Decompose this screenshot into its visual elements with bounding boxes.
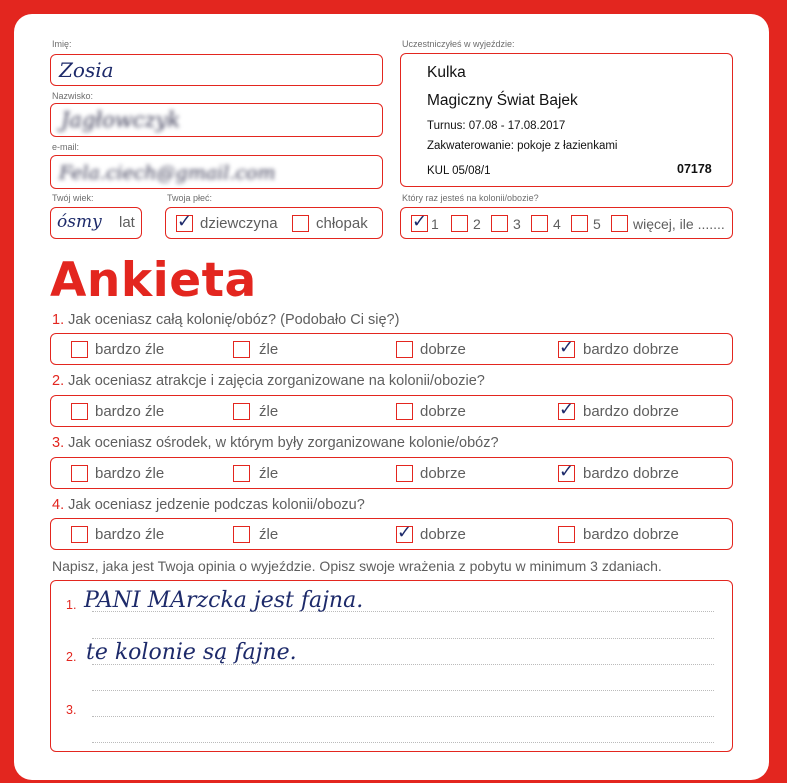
imie-value: Zosia: [59, 58, 114, 82]
times-label: Który raz jesteś na kolonii/obozie?: [402, 193, 539, 203]
opinion-line-number: 1.: [66, 598, 77, 612]
plec-dziewczyna-label: dziewczyna: [200, 215, 278, 232]
trip-program: Magiczny Świat Bajek: [427, 92, 578, 109]
trip-box: [400, 53, 733, 187]
question-number: 2.: [52, 373, 65, 389]
email-value: Fela.ciech@gmail.com: [59, 162, 276, 184]
question-number: 3.: [52, 435, 65, 451]
q2-bardzo-dobrze-label: bardzo dobrze: [583, 403, 679, 420]
check-icon: ✓: [559, 399, 575, 420]
email-label: e-mail:: [52, 142, 80, 152]
opinion-line-3: [92, 716, 714, 717]
rating-row-1: [50, 333, 733, 365]
q1-bardzo-zle-checkbox[interactable]: [71, 341, 88, 358]
trip-number: 07178: [677, 162, 712, 176]
times-5-checkbox[interactable]: [571, 215, 588, 232]
q4-bardzo-dobrze-checkbox[interactable]: [558, 526, 575, 543]
times-3-checkbox[interactable]: [491, 215, 508, 232]
trip-zakwaterowanie: Zakwaterowanie: pokoje z łazienkami: [427, 140, 618, 152]
times-2-checkbox[interactable]: [451, 215, 468, 232]
q1-zle-checkbox[interactable]: [233, 341, 250, 358]
trip-label: Uczestniczyłeś w wyjeździe:: [402, 39, 515, 49]
check-icon: ✓: [559, 461, 575, 482]
q1-bardzo-zle-label: bardzo źle: [95, 341, 165, 358]
q3-bardzo-zle-label: bardzo źle: [95, 465, 165, 482]
rating-row-4: [50, 518, 733, 550]
nazwisko-value: Jagłowczyk: [61, 108, 181, 132]
wiek-field[interactable]: [50, 207, 142, 239]
wiek-label: Twój wiek:: [52, 193, 94, 203]
q4-bardzo-zle-label: bardzo źle: [95, 526, 165, 543]
q1-zle-label: źle: [259, 341, 279, 358]
q1-bardzo-dobrze-checkbox[interactable]: [558, 337, 575, 358]
question-text: Jak oceniasz całą kolonię/obóz? (Podobało Ci się?): [64, 312, 400, 328]
wiek-value: ósmy: [57, 212, 102, 232]
question-4: [52, 497, 365, 513]
q2-zle-checkbox[interactable]: [233, 403, 250, 420]
plec-dziewczyna-checkbox[interactable]: [176, 211, 193, 232]
times-4-checkbox[interactable]: [531, 215, 548, 232]
opinion-line-3b: [92, 742, 714, 743]
times-1-label: 1: [431, 216, 439, 232]
wiek-unit: lat: [119, 214, 135, 231]
q2-bardzo-zle-checkbox[interactable]: [71, 403, 88, 420]
q3-bardzo-dobrze-checkbox[interactable]: [558, 461, 575, 482]
nazwisko-field[interactable]: [50, 103, 383, 137]
plec-chlopak-label: chłopak: [316, 215, 368, 232]
question-2: [52, 373, 485, 389]
imie-field[interactable]: [50, 54, 383, 86]
q4-dobrze-label: dobrze: [420, 526, 466, 543]
q2-bardzo-zle-label: bardzo źle: [95, 403, 165, 420]
q4-zle-label: źle: [259, 526, 279, 543]
q2-dobrze-label: dobrze: [420, 403, 466, 420]
rating-row-3: [50, 457, 733, 489]
check-icon: ✓: [559, 337, 575, 358]
trip-name: Kulka: [427, 64, 466, 81]
q3-dobrze-label: dobrze: [420, 465, 466, 482]
check-icon: ✓: [397, 522, 413, 543]
times-4-label: 4: [553, 216, 561, 232]
plec-field: [165, 207, 383, 239]
q2-bardzo-dobrze-checkbox[interactable]: [558, 399, 575, 420]
q1-bardzo-dobrze-label: bardzo dobrze: [583, 341, 679, 358]
imie-label: Imię:: [52, 39, 72, 49]
trip-code: KUL 05/08/1: [427, 165, 491, 177]
q4-bardzo-dobrze-label: bardzo dobrze: [583, 526, 679, 543]
opinion-prompt: Napisz, jaka jest Twoja opinia o wyjeździe. Opisz swoje wrażenia z pobytu w minimum 3 zdaniach.: [52, 558, 662, 574]
times-more-checkbox[interactable]: [611, 215, 628, 232]
times-field: [400, 207, 733, 239]
opinion-line-number: 2.: [66, 650, 77, 664]
times-1-checkbox[interactable]: [411, 211, 428, 232]
q3-bardzo-zle-checkbox[interactable]: [71, 465, 88, 482]
question-1: [52, 312, 399, 328]
q3-zle-checkbox[interactable]: [233, 465, 250, 482]
survey-title: Ankieta: [50, 253, 257, 308]
trip-turnus: Turnus: 07.08 - 17.08.2017: [427, 120, 566, 132]
q1-dobrze-label: dobrze: [420, 341, 466, 358]
times-3-label: 3: [513, 216, 521, 232]
q3-zle-label: źle: [259, 465, 279, 482]
times-5-label: 5: [593, 216, 601, 232]
check-icon: ✓: [412, 211, 428, 232]
times-more-label: więcej, ile .......: [633, 216, 725, 232]
opinion-line-number: 3.: [66, 703, 77, 717]
question-text: Jak oceniasz atrakcje i zajęcia zorganizowane na kolonii/obozie?: [64, 373, 485, 389]
question-number: 1.: [52, 312, 65, 328]
plec-chlopak-checkbox[interactable]: [292, 215, 309, 232]
q2-dobrze-checkbox[interactable]: [396, 403, 413, 420]
opinion-answer-1: PANI MArzcka jest fajna.: [84, 588, 364, 613]
rating-row-2: [50, 395, 733, 427]
q4-zle-checkbox[interactable]: [233, 526, 250, 543]
q3-bardzo-dobrze-label: bardzo dobrze: [583, 465, 679, 482]
q1-dobrze-checkbox[interactable]: [396, 341, 413, 358]
check-icon: ✓: [177, 211, 193, 232]
email-field[interactable]: [50, 155, 383, 189]
question-3: [52, 435, 499, 451]
q2-zle-label: źle: [259, 403, 279, 420]
question-number: 4.: [52, 497, 65, 513]
nazwisko-label: Nazwisko:: [52, 91, 94, 101]
opinion-line-1b: [92, 638, 714, 639]
times-2-label: 2: [473, 216, 481, 232]
q4-dobrze-checkbox[interactable]: [396, 522, 413, 543]
opinion-answer-2: te kolonie są fajne.: [86, 640, 297, 665]
plec-label: Twoja płeć:: [167, 193, 213, 203]
opinion-line-2b: [92, 690, 714, 691]
question-text: Jak oceniasz ośrodek, w którym były zorganizowane kolonie/obóz?: [64, 435, 499, 451]
question-text: Jak oceniasz jedzenie podczas kolonii/obozu?: [64, 497, 365, 513]
q3-dobrze-checkbox[interactable]: [396, 465, 413, 482]
q4-bardzo-zle-checkbox[interactable]: [71, 526, 88, 543]
